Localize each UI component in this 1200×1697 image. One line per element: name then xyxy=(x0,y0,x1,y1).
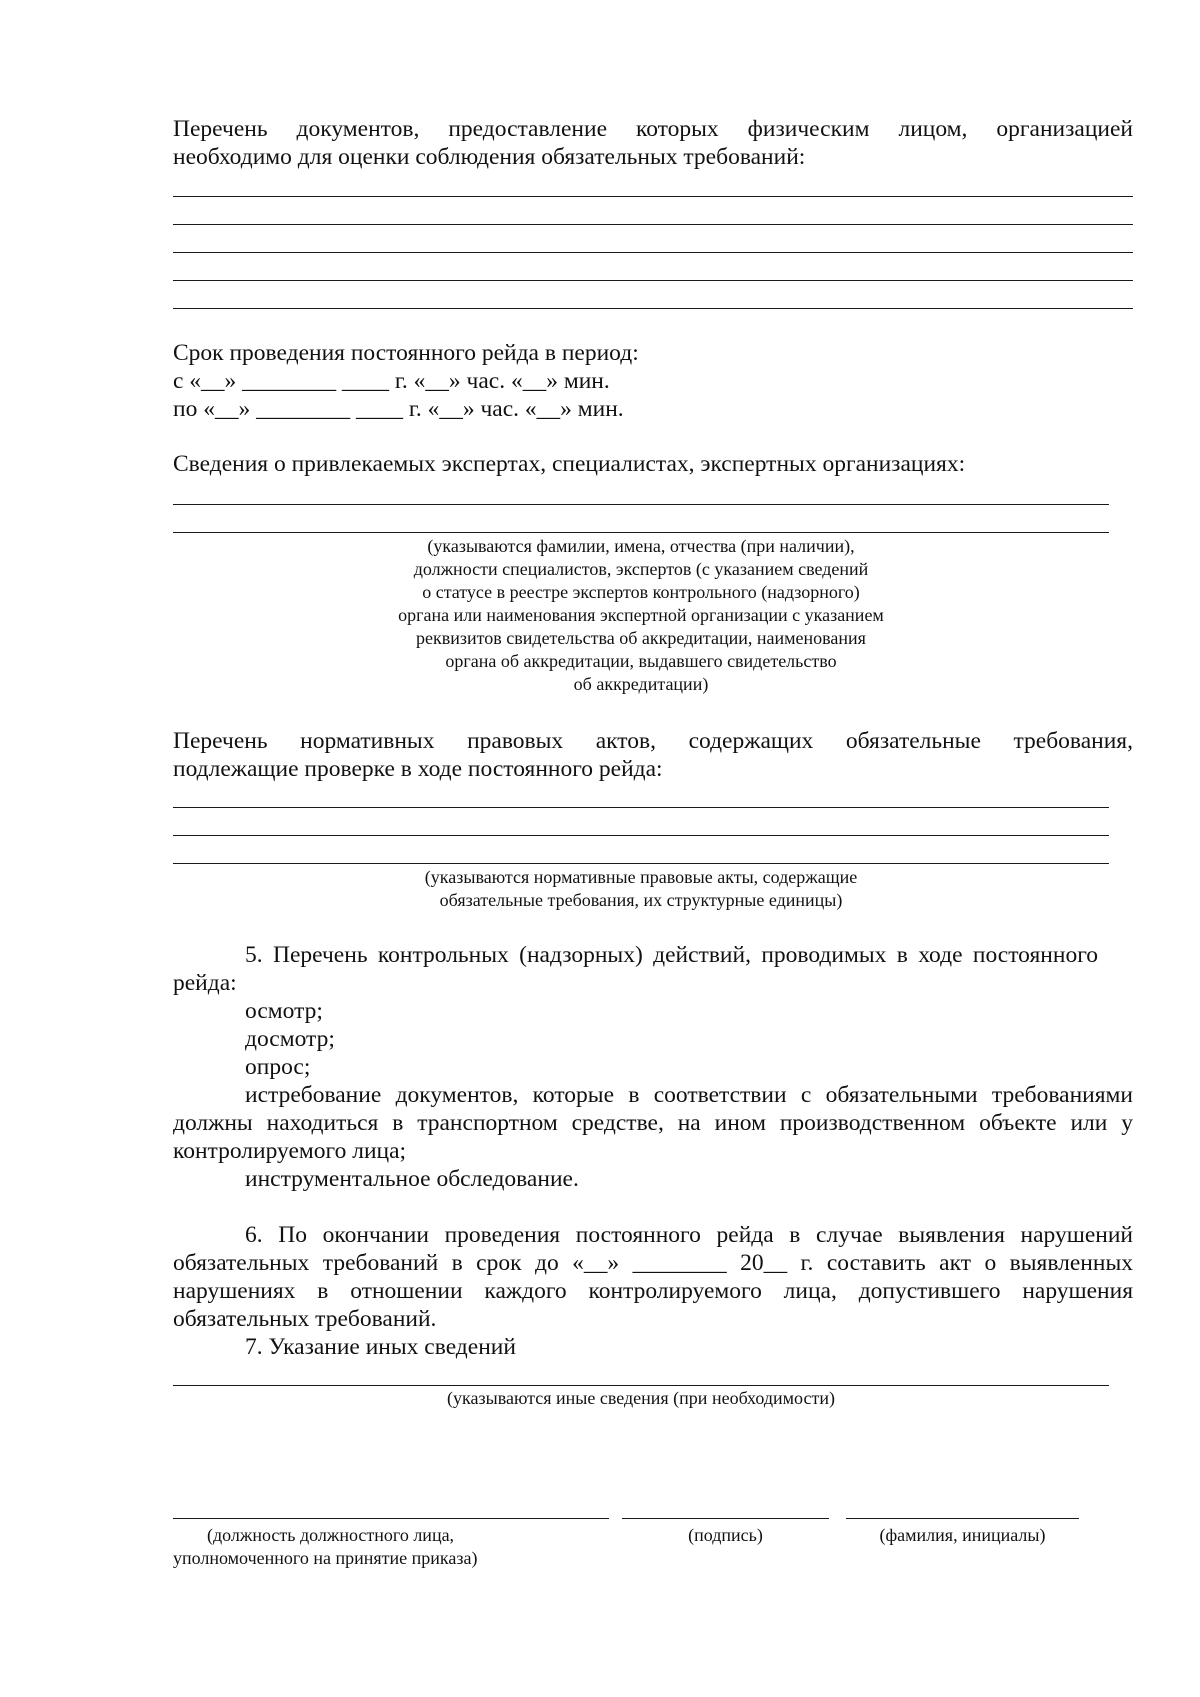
item7-caption: (указываются иные сведения (при необходимости) xyxy=(447,1388,835,1408)
action-item: опрос; xyxy=(245,1054,311,1080)
item5-docs-line2: должны находиться в транспортном средстве, на ином производственном объекте или у xyxy=(173,1110,1133,1136)
position-label-line2: уполномоченного на принятие приказа) xyxy=(173,1548,478,1568)
item6-line2: обязательных требований в срок до «__» ________ 20__ г. составить акт о выявленных xyxy=(173,1250,1133,1276)
period-from-line: с «__» ________ ____ г. «__» час. «__» мин. xyxy=(173,368,610,394)
blank-line xyxy=(173,807,1109,808)
caption-line: обязательные требования, их структурные единицы) xyxy=(439,890,843,910)
caption-line: органа об аккредитации, выдавшего свидетельство xyxy=(445,651,837,671)
position-label-line1: (должность должностного лица, xyxy=(207,1525,455,1545)
documents-intro-line2: необходимо для оценки соблюдения обязательных требований: xyxy=(173,144,806,170)
position-signature-line xyxy=(173,1518,609,1519)
blank-line xyxy=(173,308,1133,309)
caption-line: (указываются нормативные правовые акты, содержащие xyxy=(424,867,858,887)
signature-label: (подпись) xyxy=(688,1525,763,1545)
item5-line1: 5. Перечень контрольных (надзорных) действий, проводимых в ходе постоянного xyxy=(245,942,1098,968)
caption-line: (указываются фамилии, имена, отчества (при наличии), xyxy=(427,536,855,556)
blank-line xyxy=(173,196,1133,197)
caption-line: должности специалистов, экспертов (с указанием сведений xyxy=(413,559,869,579)
item6-line4: обязательных требований. xyxy=(173,1306,437,1332)
name-label: (фамилия, инициалы) xyxy=(879,1525,1046,1545)
blank-line xyxy=(173,252,1133,253)
item5-line2: рейда: xyxy=(173,970,237,996)
action-item: осмотр; xyxy=(245,998,323,1024)
item5-docs-line3: контролируемого лица; xyxy=(173,1138,407,1164)
caption-line: о статусе в реестре экспертов контрольного (надзорного) xyxy=(422,582,860,602)
blank-line xyxy=(173,863,1109,864)
signature-line xyxy=(622,1518,829,1519)
experts-title: Сведения о привлекаемых экспертах, специалистах, экспертных организациях: xyxy=(173,451,966,477)
name-signature-line xyxy=(846,1518,1079,1519)
blank-line xyxy=(173,280,1133,281)
caption-line: об аккредитации) xyxy=(573,674,709,694)
item7-title: 7. Указание иных сведений xyxy=(245,1334,516,1360)
blank-line xyxy=(173,1385,1109,1386)
blank-line xyxy=(173,835,1109,836)
acts-intro-line1: Перечень нормативных правовых актов, содержащих обязательные требования, xyxy=(173,728,1133,754)
item5-instrumental: инструментальное обследование. xyxy=(245,1166,579,1192)
acts-intro-line2: подлежащие проверке в ходе постоянного рейда: xyxy=(173,756,663,782)
item6-line1: 6. По окончании проведения постоянного рейда в случае выявления нарушений xyxy=(245,1222,1133,1248)
caption-line: органа или наименования экспертной организации с указанием xyxy=(398,605,884,625)
item6-line3: нарушениях в отношении каждого контролируемого лица, допустившего нарушения xyxy=(173,1278,1133,1304)
documents-intro-line1: Перечень документов, предоставление которых физическим лицом, организацией xyxy=(173,116,1133,142)
blank-line xyxy=(173,504,1109,505)
caption-line: реквизитов свидетельства об аккредитации, наименования xyxy=(416,628,866,648)
period-title: Срок проведения постоянного рейда в период: xyxy=(173,340,639,366)
action-item: досмотр; xyxy=(245,1026,335,1052)
blank-line xyxy=(173,532,1109,533)
blank-line xyxy=(173,224,1133,225)
item5-docs-line1: истребование документов, которые в соответствии с обязательными требованиями xyxy=(245,1082,1133,1108)
period-to-line: по «__» ________ ____ г. «__» час. «__» мин. xyxy=(173,396,624,422)
